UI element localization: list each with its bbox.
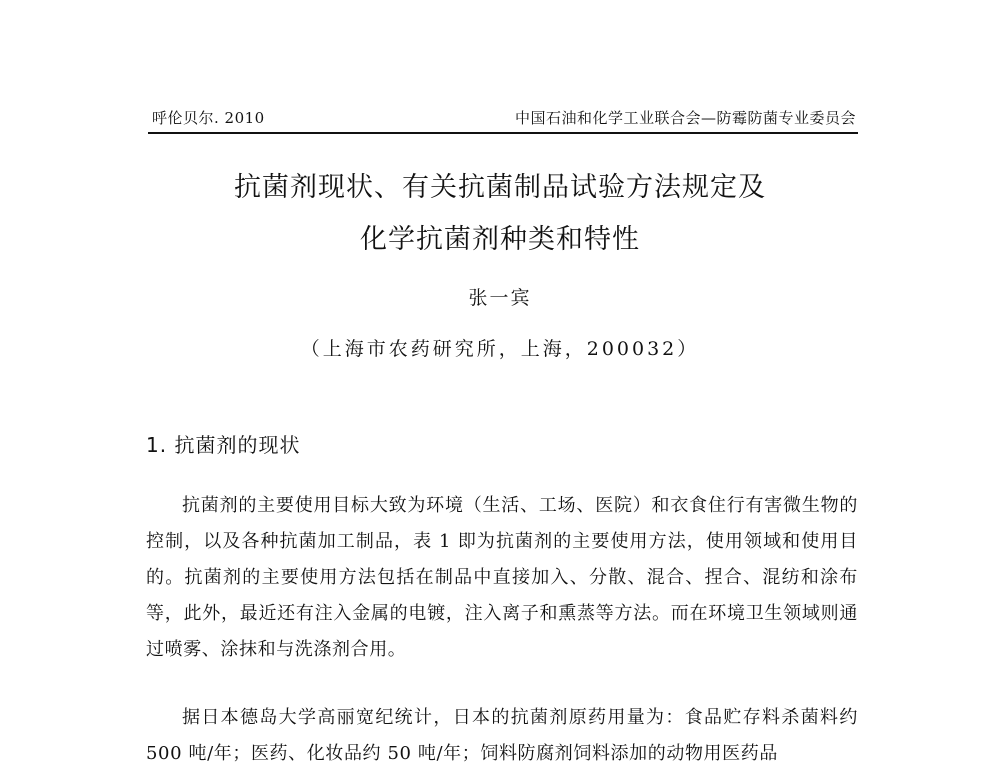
author-affiliation: （上海市农药研究所，上海，200032） <box>300 338 700 360</box>
section-heading: 1. 抗菌剂的现状 <box>146 433 301 457</box>
body-paragraph-2: 据日本德岛大学高丽宽纪统计，日本的抗菌剂原药用量为：食品贮存料杀菌料约 500 吨/年；医药、化妆品约 50 吨/年；饲料防腐剂饲料添加的动物用医药品 <box>146 707 858 764</box>
paper-title-line-1: 抗菌剂现状、有关抗菌制品试验方法规定及 <box>234 172 766 203</box>
header-conference-location: 呼伦贝尔. 2010 <box>152 109 265 127</box>
header-organization: 中国石油和化学工业联合会—防霉防菌专业委员会 <box>514 109 856 127</box>
running-header <box>148 108 858 134</box>
body-paragraph-1: 抗菌剂的主要使用目标大致为环境（生活、工场、医院）和衣食住行有害微生物的控制，以及各种抗菌加工制品，表 1 即为抗菌剂的主要使用方法，使用领域和使用目的。抗菌剂的主要使用方法包括在制品中直接加入、分散、混合、捏合、混纺和涂布等，此外，最近还有注入金属的电镀，注入离子和熏蒸等方法。而在环境卫生领域则通过喷雾、涂抹和与洗涤剂合用。 <box>146 495 858 660</box>
author-name: 张一宾 <box>468 287 532 309</box>
paper-title-line-2: 化学抗菌剂种类和特性 <box>360 224 640 255</box>
